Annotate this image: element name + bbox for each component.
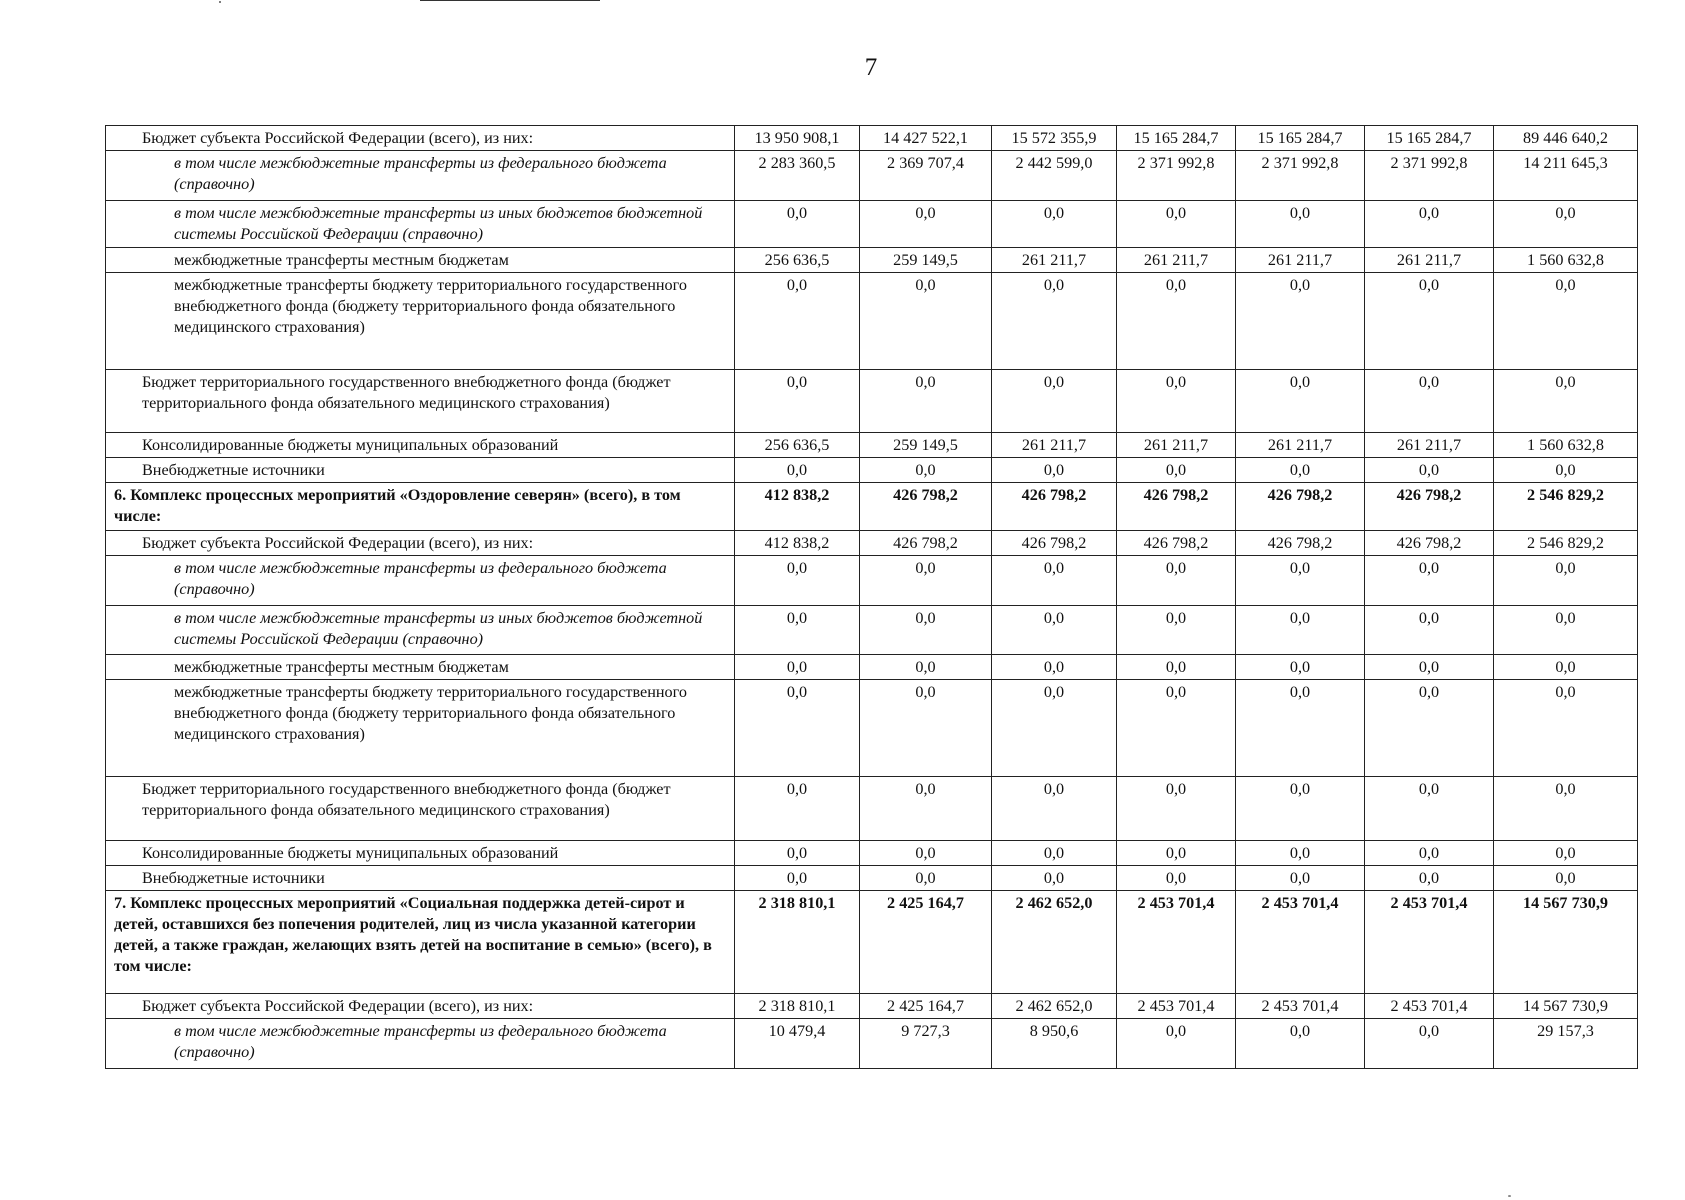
- cell-value: 0,0: [860, 655, 992, 680]
- cell-value: 0,0: [1236, 370, 1365, 433]
- cell-value: 0,0: [860, 273, 992, 370]
- cell-value: 0,0: [992, 606, 1117, 655]
- cell-value: 2 453 701,4: [1117, 891, 1236, 994]
- cell-value: 0,0: [992, 273, 1117, 370]
- cell-value: 0,0: [735, 370, 860, 433]
- table-row: [106, 1019, 1638, 1069]
- cell-value: 0,0: [1117, 655, 1236, 680]
- cell-value: 0,0: [1494, 606, 1638, 655]
- row-label: в том числе межбюджетные трансферты из иных бюджетов бюджетной системы Российской Федерации (справочно): [106, 201, 735, 248]
- table-row: [106, 680, 1638, 777]
- cell-value: 0,0: [860, 680, 992, 777]
- cell-value: 0,0: [1494, 458, 1638, 483]
- cell-value: 0,0: [1117, 201, 1236, 248]
- cell-value: 0,0: [1236, 458, 1365, 483]
- row-label: Консолидированные бюджеты муниципальных образований: [106, 841, 735, 866]
- cell-value: 0,0: [992, 866, 1117, 891]
- cell-value: 0,0: [1494, 777, 1638, 841]
- cell-value: 0,0: [1365, 273, 1494, 370]
- cell-value: 0,0: [860, 458, 992, 483]
- cell-value: 0,0: [735, 655, 860, 680]
- cell-value: 0,0: [992, 680, 1117, 777]
- cell-value: 0,0: [860, 866, 992, 891]
- cell-value: 14 427 522,1: [860, 126, 992, 151]
- cell-value: 0,0: [735, 841, 860, 866]
- table-row: [106, 151, 1638, 201]
- cell-value: 15 165 284,7: [1117, 126, 1236, 151]
- cell-value: 2 371 992,8: [1117, 151, 1236, 201]
- cell-value: 0,0: [1117, 841, 1236, 866]
- cell-value: 261 211,7: [992, 248, 1117, 273]
- cell-value: 0,0: [735, 273, 860, 370]
- cell-value: 261 211,7: [1117, 433, 1236, 458]
- table-row: [106, 483, 1638, 531]
- cell-value: 89 446 640,2: [1494, 126, 1638, 151]
- row-label: Бюджет территориального государственного внебюджетного фонда (бюджет территориального фонда обязательного медицинского страхования): [106, 370, 735, 433]
- table-row: [106, 994, 1638, 1019]
- table-row: [106, 458, 1638, 483]
- row-label: Консолидированные бюджеты муниципальных образований: [106, 433, 735, 458]
- cell-value: 15 165 284,7: [1365, 126, 1494, 151]
- cell-value: 2 371 992,8: [1365, 151, 1494, 201]
- cell-value: 2 453 701,4: [1236, 891, 1365, 994]
- cell-value: 0,0: [1117, 1019, 1236, 1069]
- cell-value: 426 798,2: [1236, 531, 1365, 556]
- budget-table: [105, 125, 1638, 1069]
- cell-value: 426 798,2: [992, 531, 1117, 556]
- cell-value: 426 798,2: [992, 483, 1117, 531]
- cell-value: 2 546 829,2: [1494, 483, 1638, 531]
- row-label: межбюджетные трансферты бюджету территориального государственного внебюджетного фонда (бюджету территориального фонда обязательного медицинского страхования): [106, 273, 735, 370]
- cell-value: 0,0: [860, 606, 992, 655]
- cell-value: 0,0: [1236, 866, 1365, 891]
- cell-value: 412 838,2: [735, 531, 860, 556]
- cell-value: 0,0: [1117, 273, 1236, 370]
- row-label: в том числе межбюджетные трансферты из федерального бюджета (справочно): [106, 556, 735, 606]
- cell-value: 0,0: [1365, 458, 1494, 483]
- cell-value: 259 149,5: [860, 248, 992, 273]
- cell-value: 0,0: [860, 201, 992, 248]
- cell-value: 0,0: [1494, 655, 1638, 680]
- cell-value: 2 453 701,4: [1365, 891, 1494, 994]
- cell-value: 0,0: [1117, 370, 1236, 433]
- cell-value: 0,0: [992, 556, 1117, 606]
- row-label: Внебюджетные источники: [106, 866, 735, 891]
- cell-value: 0,0: [1236, 841, 1365, 866]
- cell-value: 0,0: [1494, 841, 1638, 866]
- cell-value: 0,0: [1117, 458, 1236, 483]
- cell-value: 14 567 730,9: [1494, 891, 1638, 994]
- table-row: [106, 841, 1638, 866]
- cell-value: 0,0: [992, 841, 1117, 866]
- table-row: [106, 273, 1638, 370]
- row-label: межбюджетные трансферты местным бюджетам: [106, 248, 735, 273]
- cell-value: 0,0: [1365, 866, 1494, 891]
- cell-value: 0,0: [1494, 680, 1638, 777]
- cell-value: 0,0: [860, 777, 992, 841]
- table-row: [106, 866, 1638, 891]
- cell-value: 10 479,4: [735, 1019, 860, 1069]
- cell-value: 0,0: [1365, 777, 1494, 841]
- cell-value: 412 838,2: [735, 483, 860, 531]
- cell-value: 1 560 632,8: [1494, 433, 1638, 458]
- table-row: [106, 370, 1638, 433]
- cell-value: 0,0: [1236, 606, 1365, 655]
- cell-value: 426 798,2: [860, 483, 992, 531]
- row-label: Бюджет субъекта Российской Федерации (всего), из них:: [106, 126, 735, 151]
- cell-value: 0,0: [1494, 273, 1638, 370]
- cell-value: 0,0: [1365, 201, 1494, 248]
- table-row: [106, 201, 1638, 248]
- cell-value: 0,0: [1236, 680, 1365, 777]
- cell-value: 0,0: [735, 201, 860, 248]
- cell-value: 0,0: [1117, 556, 1236, 606]
- row-label: межбюджетные трансферты местным бюджетам: [106, 655, 735, 680]
- row-label: Бюджет территориального государственного внебюджетного фонда (бюджет территориального фонда обязательного медицинского страхования): [106, 777, 735, 841]
- cell-value: 0,0: [860, 556, 992, 606]
- cell-value: 0,0: [860, 841, 992, 866]
- cell-value: 0,0: [735, 606, 860, 655]
- cell-value: 0,0: [735, 866, 860, 891]
- table-row: [106, 433, 1638, 458]
- cell-value: 259 149,5: [860, 433, 992, 458]
- row-label: 7. Комплекс процессных мероприятий «Социальная поддержка детей-сирот и детей, оставшихся без попечения родителей, лиц из числа указанной категории детей, а также граждан, желающих взять детей на воспитание в семью» (всего), в том числе:: [106, 891, 735, 994]
- cell-value: 0,0: [1236, 273, 1365, 370]
- cell-value: 0,0: [1365, 655, 1494, 680]
- page-number: 7: [864, 54, 878, 81]
- cell-value: 0,0: [860, 370, 992, 433]
- cell-value: 0,0: [1236, 777, 1365, 841]
- cell-value: 14 567 730,9: [1494, 994, 1638, 1019]
- cell-value: 0,0: [992, 458, 1117, 483]
- table-row: [106, 126, 1638, 151]
- cell-value: 0,0: [1236, 556, 1365, 606]
- table-row: [106, 891, 1638, 994]
- cell-value: 2 318 810,1: [735, 994, 860, 1019]
- cell-value: 261 211,7: [1365, 433, 1494, 458]
- cell-value: 0,0: [1117, 777, 1236, 841]
- cell-value: 0,0: [992, 201, 1117, 248]
- cell-value: 0,0: [1117, 866, 1236, 891]
- cell-value: 426 798,2: [1236, 483, 1365, 531]
- cell-value: 0,0: [735, 458, 860, 483]
- row-label: в том числе межбюджетные трансферты из иных бюджетов бюджетной системы Российской Федерации (справочно): [106, 606, 735, 655]
- table-row: [106, 655, 1638, 680]
- cell-value: 2 318 810,1: [735, 891, 860, 994]
- cell-value: 0,0: [1365, 370, 1494, 433]
- cell-value: 0,0: [1494, 201, 1638, 248]
- cell-value: 2 425 164,7: [860, 891, 992, 994]
- cell-value: 0,0: [1494, 866, 1638, 891]
- cell-value: 1 560 632,8: [1494, 248, 1638, 273]
- cell-value: 0,0: [1236, 1019, 1365, 1069]
- row-label: Бюджет субъекта Российской Федерации (всего), из них:: [106, 531, 735, 556]
- cell-value: 261 211,7: [992, 433, 1117, 458]
- cell-value: 0,0: [1365, 556, 1494, 606]
- cell-value: 2 371 992,8: [1236, 151, 1365, 201]
- row-label: в том числе межбюджетные трансферты из федерального бюджета (справочно): [106, 1019, 735, 1069]
- cell-value: 0,0: [735, 777, 860, 841]
- cell-value: 0,0: [1365, 606, 1494, 655]
- cell-value: 0,0: [1494, 556, 1638, 606]
- cell-value: 9 727,3: [860, 1019, 992, 1069]
- table-row: [106, 248, 1638, 273]
- cell-value: 2 442 599,0: [992, 151, 1117, 201]
- cell-value: 2 453 701,4: [1365, 994, 1494, 1019]
- cell-value: 0,0: [735, 556, 860, 606]
- cell-value: 2 369 707,4: [860, 151, 992, 201]
- cell-value: 2 453 701,4: [1117, 994, 1236, 1019]
- table-row: [106, 777, 1638, 841]
- cell-value: 256 636,5: [735, 248, 860, 273]
- cell-value: 0,0: [1117, 680, 1236, 777]
- cell-value: 15 165 284,7: [1236, 126, 1365, 151]
- cell-value: 261 211,7: [1117, 248, 1236, 273]
- cell-value: 0,0: [1494, 370, 1638, 433]
- row-label: Бюджет субъекта Российской Федерации (всего), из них:: [106, 994, 735, 1019]
- cell-value: 426 798,2: [1117, 531, 1236, 556]
- table-row: [106, 606, 1638, 655]
- row-label: в том числе межбюджетные трансферты из федерального бюджета (справочно): [106, 151, 735, 201]
- cell-value: 256 636,5: [735, 433, 860, 458]
- cell-value: 426 798,2: [1365, 483, 1494, 531]
- cell-value: 0,0: [992, 370, 1117, 433]
- cell-value: 426 798,2: [860, 531, 992, 556]
- cell-value: 0,0: [1236, 201, 1365, 248]
- cell-value: 0,0: [1365, 1019, 1494, 1069]
- scan-speck: [1508, 1195, 1511, 1197]
- cell-value: 2 425 164,7: [860, 994, 992, 1019]
- cell-value: 8 950,6: [992, 1019, 1117, 1069]
- cell-value: 2 283 360,5: [735, 151, 860, 201]
- cell-value: 0,0: [1236, 655, 1365, 680]
- cell-value: 0,0: [992, 777, 1117, 841]
- cell-value: 2 453 701,4: [1236, 994, 1365, 1019]
- cell-value: 261 211,7: [1365, 248, 1494, 273]
- cell-value: 426 798,2: [1365, 531, 1494, 556]
- cell-value: 29 157,3: [1494, 1019, 1638, 1069]
- cell-value: 0,0: [735, 680, 860, 777]
- cell-value: 261 211,7: [1236, 248, 1365, 273]
- table-row: [106, 556, 1638, 606]
- row-label: 6. Комплекс процессных мероприятий «Оздоровление северян» (всего), в том числе:: [106, 483, 735, 531]
- cell-value: 15 572 355,9: [992, 126, 1117, 151]
- cell-value: 2 546 829,2: [1494, 531, 1638, 556]
- cell-value: 13 950 908,1: [735, 126, 860, 151]
- cell-value: 261 211,7: [1236, 433, 1365, 458]
- cell-value: 14 211 645,3: [1494, 151, 1638, 201]
- cell-value: 2 462 652,0: [992, 994, 1117, 1019]
- scan-speck: [219, 1, 221, 3]
- table-row: [106, 531, 1638, 556]
- top-rule: [420, 0, 600, 1]
- row-label: Внебюджетные источники: [106, 458, 735, 483]
- cell-value: 0,0: [1117, 606, 1236, 655]
- cell-value: 426 798,2: [1117, 483, 1236, 531]
- cell-value: 0,0: [1365, 841, 1494, 866]
- row-label: межбюджетные трансферты бюджету территориального государственного внебюджетного фонда (бюджету территориального фонда обязательного медицинского страхования): [106, 680, 735, 777]
- cell-value: 0,0: [992, 655, 1117, 680]
- cell-value: 0,0: [1365, 680, 1494, 777]
- cell-value: 2 462 652,0: [992, 891, 1117, 994]
